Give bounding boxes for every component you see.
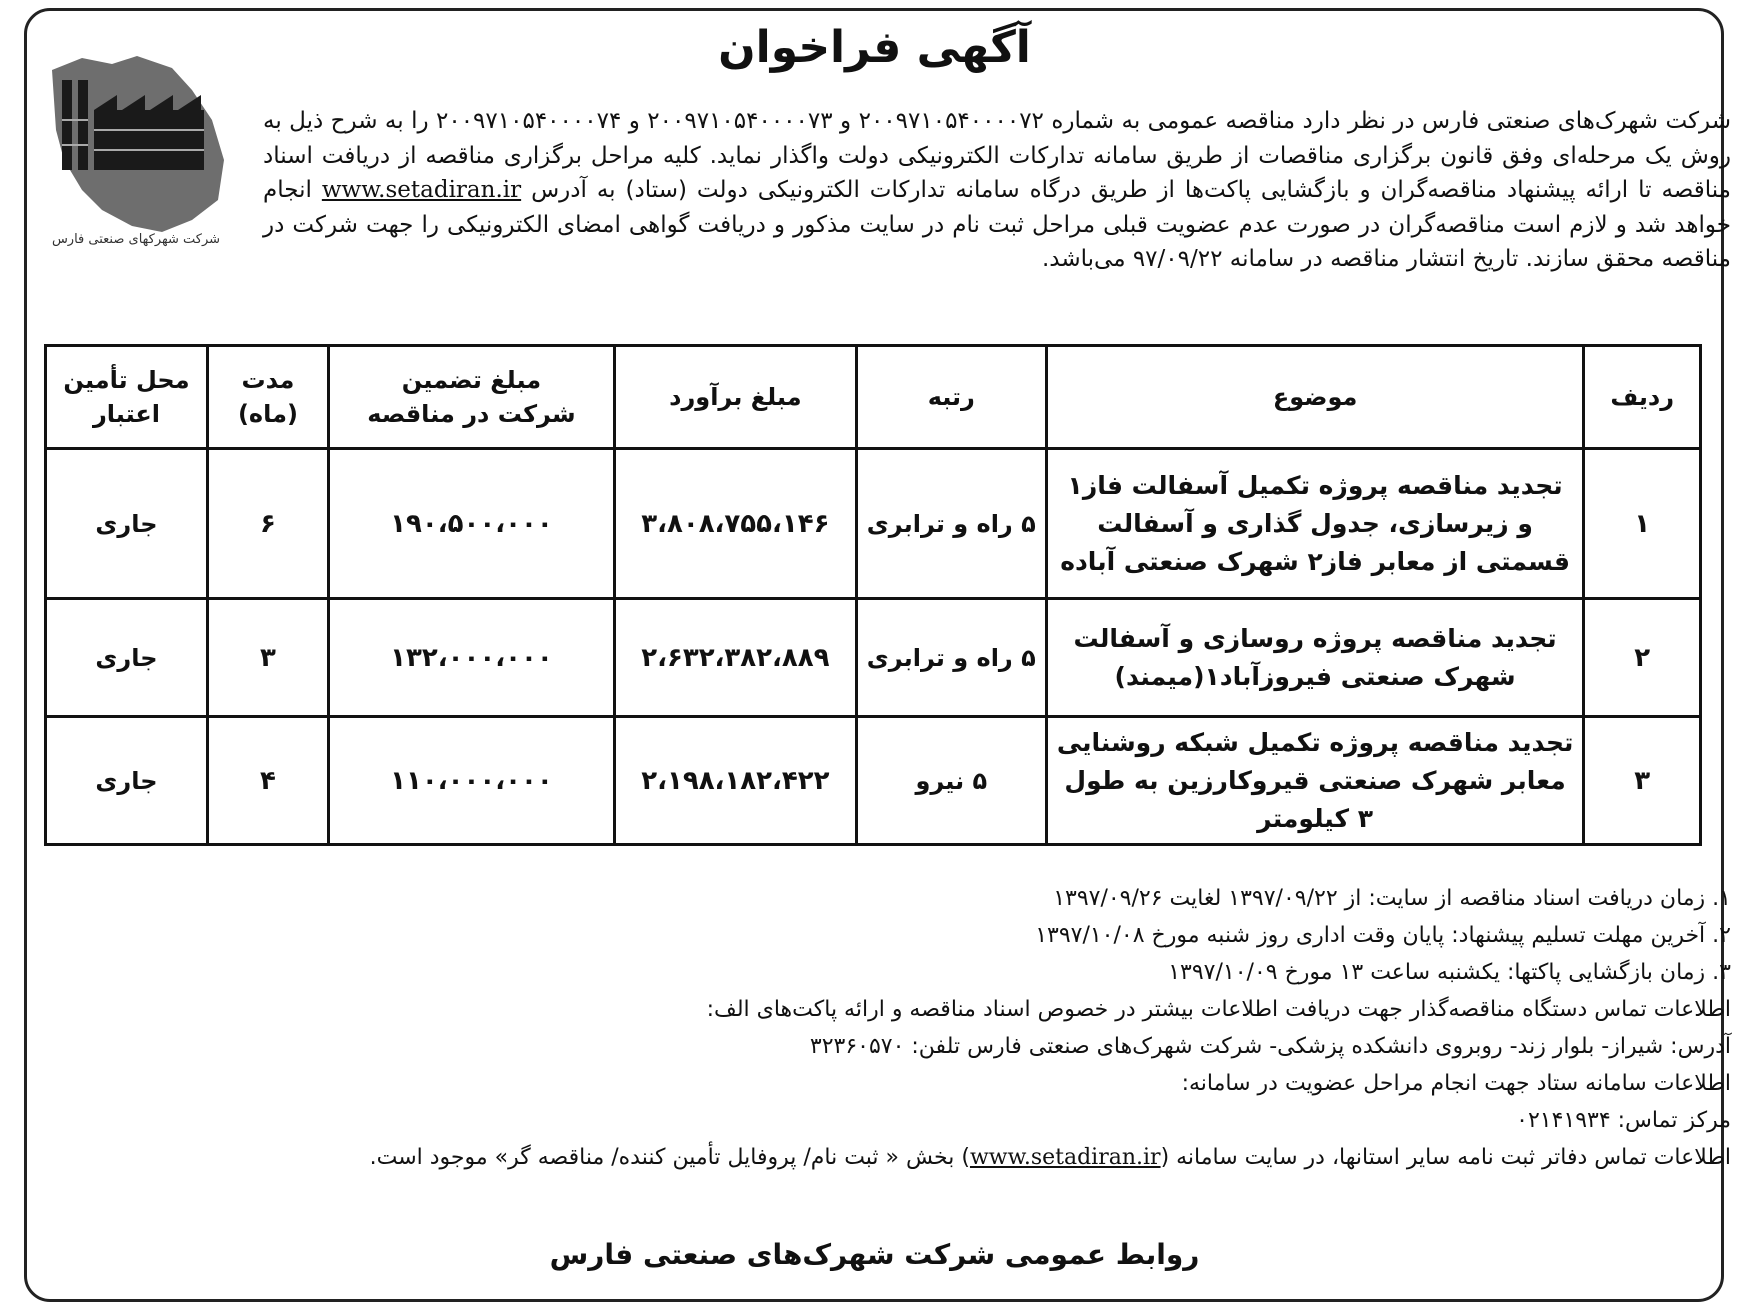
header-estimate: مبلغ برآورد xyxy=(614,346,856,449)
note-item: ۱. زمان دریافت اسناد مناقصه از سایت: از ۱۳۹۷/۰۹/۲۲ لغایت ۱۳۹۷/۰۹/۲۶ xyxy=(1053,886,1731,911)
cell-row-number: ۳ xyxy=(1584,717,1701,845)
cell-subject: تجدید مناقصه پروژه تکمیل آسفالت فاز۱ و زیرسازی، جدول گذاری و آسفالت قسمتی از معابر فاز۲ شهرک صنعتی آباده xyxy=(1046,449,1584,599)
cell-funding: جاری xyxy=(46,449,208,599)
setadiran-link[interactable]: www.setadiran.ir xyxy=(321,177,522,203)
note-item: اطلاعات سامانه ستاد جهت انجام مراحل عضویت در سامانه: xyxy=(1181,1071,1731,1096)
header-funding xyxy=(46,346,208,449)
header-guarantee-line1: مبلغ تضمین xyxy=(401,366,542,394)
note-item: اطلاعات تماس دستگاه مناقصه‌گذار جهت دریافت اطلاعات بیشتر در خصوص اسناد مناقصه و ارائه پاکت‌های الف: xyxy=(706,997,1731,1022)
last-note-part1: اطلاعات تماس دفاتر ثبت نامه سایر استانها، در سایت سامانه ( xyxy=(1160,1145,1731,1170)
cell-estimate: ۲،۱۹۸،۱۸۲،۴۲۲ xyxy=(614,717,856,845)
note-item: ۲. آخرین مهلت تسلیم پیشنهاد: پایان وقت اداری روز شنبه مورخ ۱۳۹۷/۱۰/۰۸ xyxy=(1035,923,1731,948)
cell-duration: ۴ xyxy=(207,717,328,845)
notes-section xyxy=(231,880,1731,1176)
intro-paragraph xyxy=(263,104,1731,277)
header-funding-line1: محل تأمین xyxy=(63,366,190,394)
note-item: آدرس: شیراز- بلوار زند- روبروی دانشکده پزشکی- شرکت شهرک‌های صنعتی فارس تلفن: ۳۲۳۶۰۵۷۰ xyxy=(809,1034,1731,1059)
cell-duration: ۳ xyxy=(207,599,328,717)
header-guarantee-line2: شرکت در مناقصه xyxy=(367,400,576,428)
cell-estimate: ۳،۸۰۸،۷۵۵،۱۴۶ xyxy=(614,449,856,599)
cell-subject: تجدید مناقصه پروژه تکمیل شبکه روشنایی معابر شهرک صنعتی قیروکارزین به طول ۳ کیلومتر xyxy=(1046,717,1584,845)
header-duration-line2: (ماه) xyxy=(237,400,298,428)
header-duration xyxy=(207,346,328,449)
note-item: ۳. زمان بازگشایی پاکتها: یکشنبه ساعت ۱۳ مورخ ۱۳۹۷/۱۰/۰۹ xyxy=(1168,960,1731,985)
table-row xyxy=(46,717,1701,845)
header-row-number: ردیف xyxy=(1584,346,1701,449)
cell-guarantee: ۱۱۰،۰۰۰،۰۰۰ xyxy=(328,717,614,845)
intro-text-part1: شرکت شهرک‌های صنعتی فارس در نظر دارد مناقصه عمومی به شماره ۲۰۰۹۷۱۰۵۴۰۰۰۰۷۲ و ۲۰۰۹۷۱۰۵۴۰۰۰۰۷۳ و ۲۰۰۹۷۱۰۵۴۰۰۰۰۷۴ را به شرح ذیل به روش یک مرحله‌ای وفق قانون برگزاری مناقصات از طریق سامانه تدارکات الکترونیکی دولت واگذار نماید. کلیه مراحل برگزاری مناقصه از دریافت اسناد مناقصه تا ارائه پیشنهاد مناقصه‌گران و بازگشایی پاکت‌ها از طریق درگاه سامانه تدارکات الکترونیکی دولت (ستاد) به آدرس xyxy=(263,108,1732,203)
cell-funding: جاری xyxy=(46,599,208,717)
note-item: مرکز تماس: ۰۲۱۴۱۹۳۴ xyxy=(1516,1108,1731,1133)
table-row xyxy=(46,599,1701,717)
setadiran-link[interactable]: www.setadiran.ir xyxy=(969,1145,1161,1170)
note-item-last xyxy=(231,1139,1731,1176)
cell-rank: ۵ راه و ترابری xyxy=(856,599,1046,717)
public-relations-signature: روابط عمومی شرکت شهرک‌های صنعتی فارس xyxy=(549,1238,1200,1271)
intro-text-part2: انجام خواهد شد و لازم است مناقصه‌گران در صورت عدم عضویت قبلی مراحل ثبت نام در سایت مذکور و دریافت گواهی امضای الکترونیکی را جهت شرکت در مناقصه محقق سازند. تاریخ انتشار مناقصه در سامانه ۹۷/۰۹/۲۲ می‌باشد. xyxy=(263,177,1731,272)
header-rank: رتبه xyxy=(856,346,1046,449)
cell-funding: جاری xyxy=(46,717,208,845)
cell-rank: ۵ راه و ترابری xyxy=(856,449,1046,599)
cell-rank: ۵ نیرو xyxy=(856,717,1046,845)
cell-guarantee: ۱۹۰،۵۰۰،۰۰۰ xyxy=(328,449,614,599)
cell-guarantee: ۱۳۲،۰۰۰،۰۰۰ xyxy=(328,599,614,717)
logo-caption: شرکت شهرکهای صنعتی فارس xyxy=(51,232,221,247)
cell-duration: ۶ xyxy=(207,449,328,599)
table-header-row xyxy=(46,346,1701,449)
header-funding-line2: اعتبار xyxy=(92,400,161,428)
last-note-part2: ) بخش « ثبت نام/ پروفایل تأمین کننده/ مناقصه گر» موجود است. xyxy=(369,1145,970,1170)
table-row xyxy=(46,449,1701,599)
cell-estimate: ۲،۶۳۲،۳۸۲،۸۸۹ xyxy=(614,599,856,717)
cell-row-number: ۲ xyxy=(1584,599,1701,717)
notice-title: آگهی فراخوان xyxy=(718,22,1031,73)
tender-table xyxy=(44,344,1702,846)
cell-row-number: ۱ xyxy=(1584,449,1701,599)
header-duration-line1: مدت xyxy=(241,366,295,394)
cell-subject: تجدید مناقصه پروژه روسازی و آسفالت شهرک صنعتی فیروزآباد۱(میمند) xyxy=(1046,599,1584,717)
header-guarantee xyxy=(328,346,614,449)
iran-map-logo xyxy=(42,50,232,250)
header-subject: موضوع xyxy=(1046,346,1584,449)
